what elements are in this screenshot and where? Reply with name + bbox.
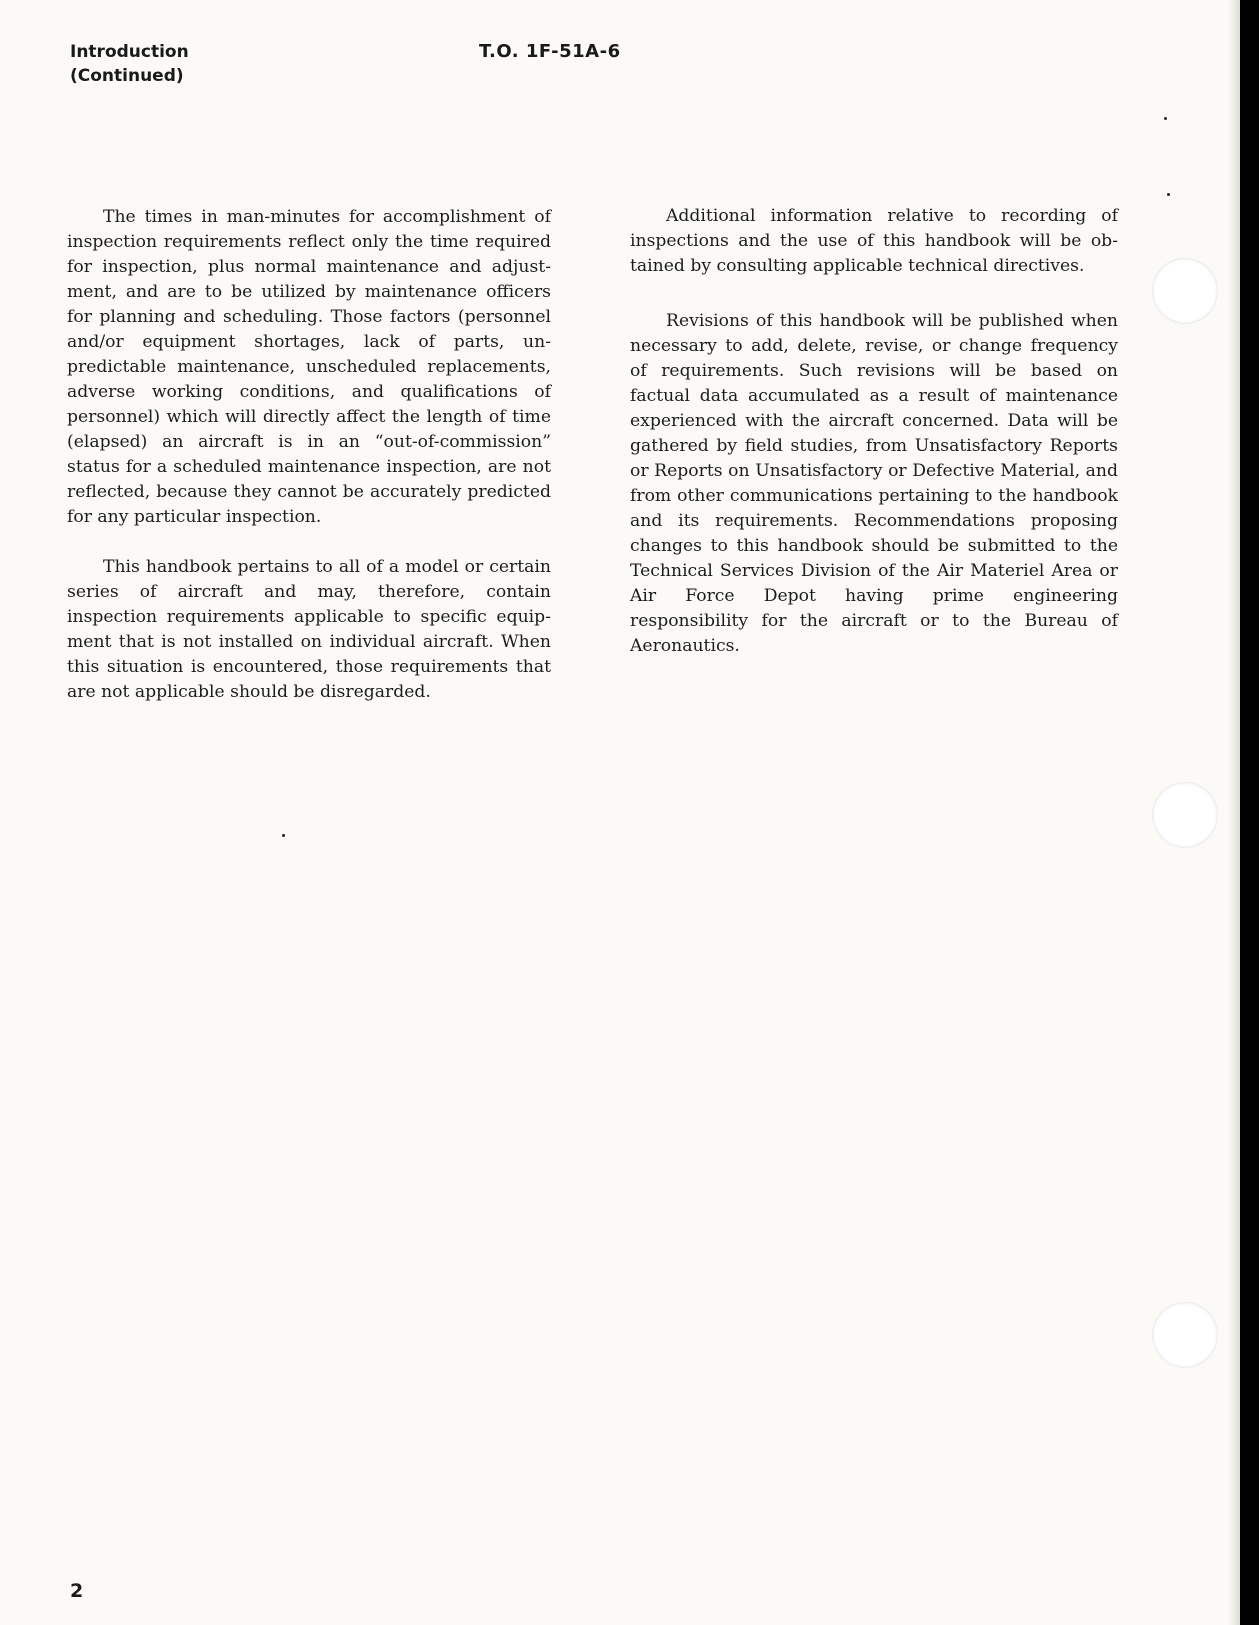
scan-speck	[1167, 193, 1170, 196]
left-text-column	[67, 205, 551, 730]
binder-hole	[1152, 1302, 1218, 1368]
paragraph-revisions: Revisions of this handbook will be published when necessary to add, delete, revise, or change frequency of requirements. Such revisions will be based on factual data accumulated as a result of maintenance experienced with the aircraft concerned. Data will be gathered by field studies, from Unsatisfactory Reports or Reports on Unsatisfactory or Defective Material, and from other communications pertaining to the handbook and its requirements. Recommendations proposing changes to this handbook should be submitted to the Technical Services Division of the Air Materiel Area or Air Force Depot having prime engineering responsibility for the aircraft or to the Bureau of Aeronautics.	[630, 311, 1118, 656]
scan-speck	[1164, 117, 1167, 120]
binder-hole	[1152, 258, 1218, 324]
scan-speck	[282, 834, 285, 837]
binder-hole	[1152, 782, 1218, 848]
paragraph-inspection-times: The times in man-minutes for accomplishment of inspection requirements reflect only the time required for inspection, plus normal maintenance and adjustment, and are to be utilized by maintenance officers for planning and scheduling. Those factors (personnel and/or equipment shortages, lack of parts, unpredictable maintenance, unscheduled replacements, adverse working conditions, and qualifications of personnel) which will directly affect the length of time (elapsed) an aircraft is in an “out-of-commission” status for a scheduled maintenance inspection, are not reflected, because they cannot be accurately predicted for any particular inspection.	[67, 207, 551, 527]
page-number: 2	[70, 1580, 84, 1602]
section-title: Introduction	[70, 42, 189, 62]
section-heading	[70, 40, 189, 88]
paragraph-handbook-applicability: This handbook pertains to all of a model or certain series of aircraft and may, therefore, contain inspection requirements applicable to specific equipment that is not installed on individual aircraft. When this situation is encountered, those requirements that are not applicable should be disregarded.	[67, 557, 551, 702]
page-edge-shadow	[1228, 0, 1240, 1625]
paragraph-additional-information: Additional information relative to recording of inspections and the use of this handbook will be obtained by consulting applicable technical directives.	[630, 206, 1118, 276]
right-text-column	[630, 204, 1118, 684]
technical-order-number: T.O. 1F-51A-6	[479, 41, 621, 62]
section-continued-label: (Continued)	[70, 66, 184, 86]
